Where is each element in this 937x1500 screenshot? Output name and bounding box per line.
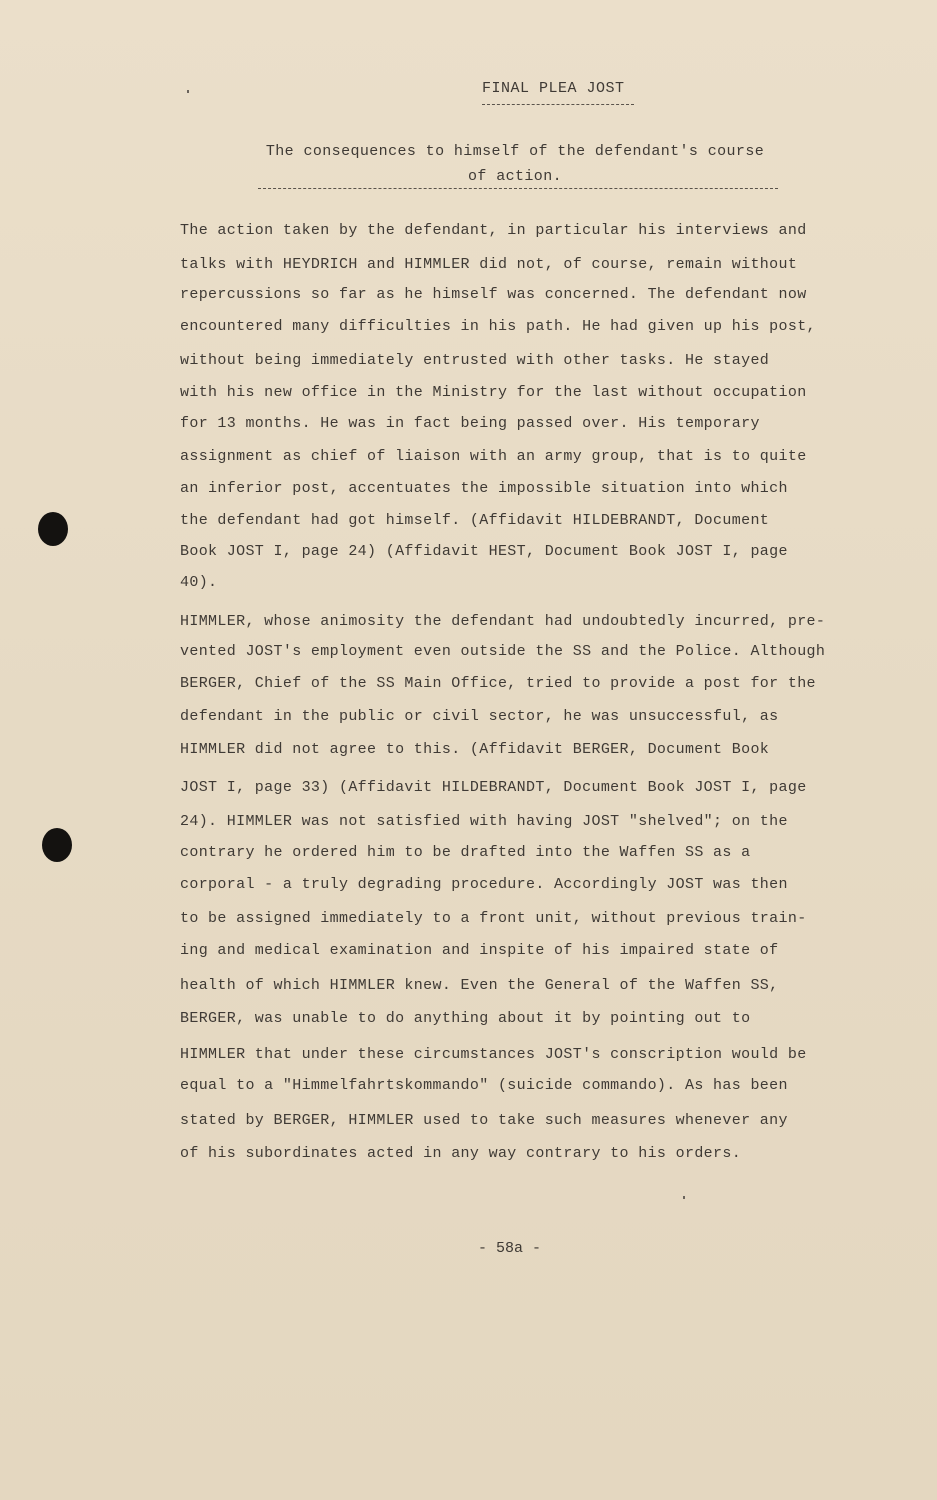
text-line: defendant in the public or civil sector, he was unsuccessful, as	[180, 708, 779, 725]
text-line: The action taken by the defendant, in particular his interviews and	[180, 222, 807, 239]
text-line: contrary he ordered him to be drafted into the Waffen SS as a	[180, 844, 751, 861]
text-line: BERGER, Chief of the SS Main Office, tried to provide a post for the	[180, 675, 816, 692]
section-title-line: of action.	[467, 168, 562, 185]
text-line: the defendant had got himself. (Affidavit HILDEBRANDT, Document	[180, 512, 770, 529]
text-line: Book JOST I, page 24) (Affidavit HEST, Document Book JOST I, page	[180, 543, 788, 560]
text-line: talks with HEYDRICH and HIMMLER did not, of course, remain without	[180, 256, 798, 273]
punch-hole	[42, 828, 72, 862]
text-line: corporal - a truly degrading procedure. Accordingly JOST was then	[180, 876, 788, 893]
header-underline	[482, 104, 634, 105]
text-line: ing and medical examination and inspite of his impaired state of	[180, 942, 779, 959]
text-line: HIMMLER did not agree to this. (Affidavit BERGER, Document Book	[180, 741, 770, 758]
text-line: BERGER, was unable to do anything about it by pointing out to	[180, 1010, 751, 1027]
text-line: HIMMLER, whose animosity the defendant had undoubtedly incurred, pre-	[180, 613, 826, 630]
title-underline	[258, 188, 778, 189]
text-line: stated by BERGER, HIMMLER used to take such measures whenever any	[180, 1112, 788, 1129]
text-line: encountered many difficulties in his path. He had given up his post,	[180, 318, 816, 335]
text-line: assignment as chief of liaison with an army group, that is to quite	[180, 448, 807, 465]
stray-mark	[187, 90, 189, 93]
text-line: with his new office in the Ministry for the last without occupation	[180, 384, 807, 401]
text-line: vented JOST's employment even outside the SS and the Police. Although	[180, 643, 826, 660]
stray-mark	[683, 1196, 685, 1199]
document-header: FINAL PLEA JOST	[482, 80, 625, 97]
punch-hole	[38, 512, 68, 546]
page-number: - 58a -	[478, 1240, 542, 1257]
text-line: health of which HIMMLER knew. Even the General of the Waffen SS,	[180, 977, 779, 994]
text-line: repercussions so far as he himself was concerned. The defendant now	[180, 286, 807, 303]
text-line: 40).	[180, 574, 218, 591]
text-line: 24). HIMMLER was not satisfied with having JOST "shelved"; on the	[180, 813, 788, 830]
section-title	[200, 139, 830, 189]
text-line: to be assigned immediately to a front unit, without previous train-	[180, 910, 807, 927]
text-line: without being immediately entrusted with other tasks. He stayed	[180, 352, 770, 369]
text-line: equal to a "Himmelfahrtskommando" (suicide commando). As has been	[180, 1077, 788, 1094]
section-title-line: The consequences to himself of the defendant's course	[265, 143, 765, 160]
text-line: HIMMLER that under these circumstances JOST's conscription would be	[180, 1046, 807, 1063]
text-line: an inferior post, accentuates the impossible situation into which	[180, 480, 788, 497]
text-line: of his subordinates acted in any way contrary to his orders.	[180, 1145, 742, 1162]
text-line: JOST I, page 33) (Affidavit HILDEBRANDT, Document Book JOST I, page	[180, 779, 807, 796]
text-line: for 13 months. He was in fact being passed over. His temporary	[180, 415, 760, 432]
